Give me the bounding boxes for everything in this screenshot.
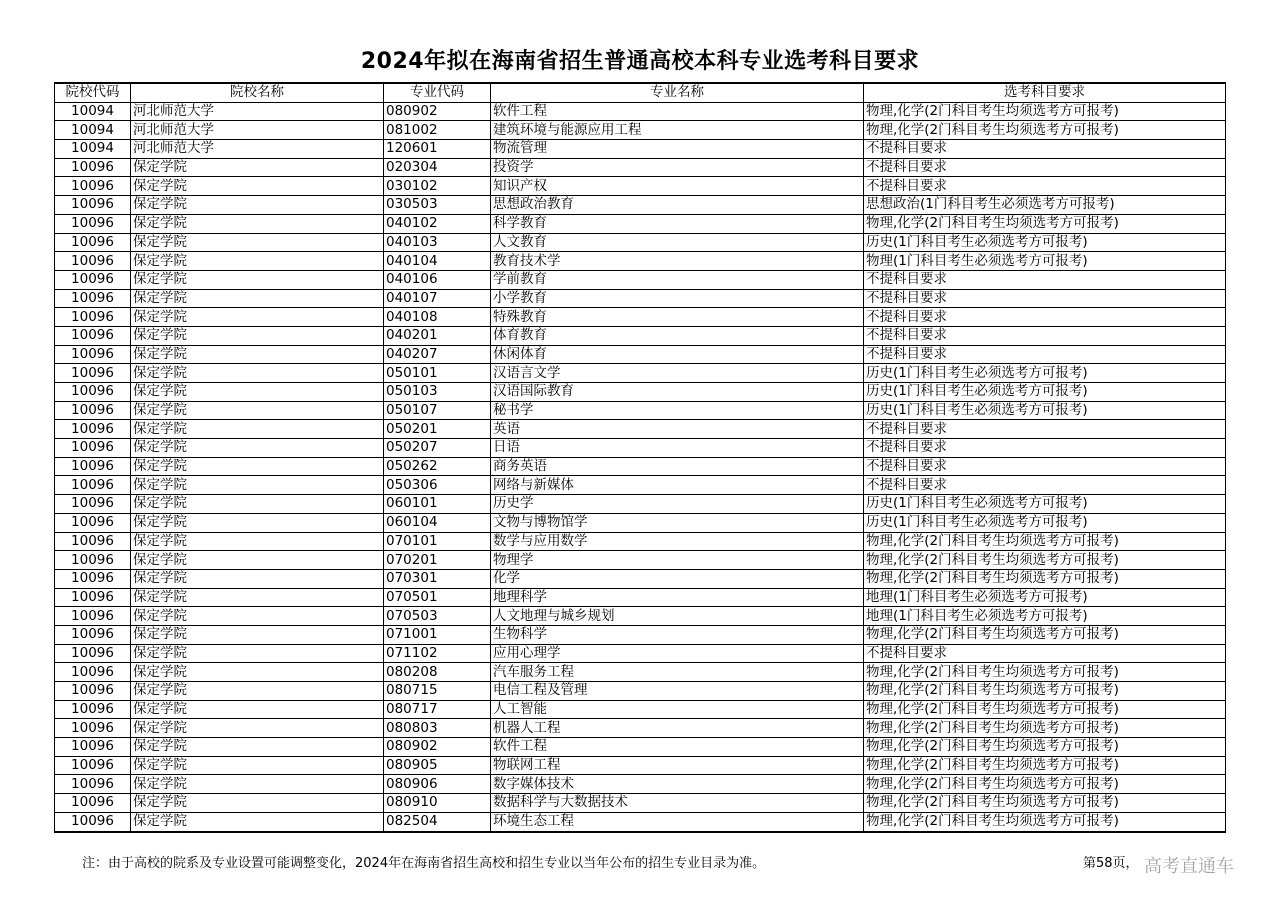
major-code-cell: 080717 — [384, 700, 491, 719]
school-code-cell: 10096 — [55, 420, 131, 439]
school-code-cell: 10096 — [55, 775, 131, 794]
school-name-cell: 保定学院 — [131, 719, 384, 738]
table-row — [55, 270, 1226, 289]
major-code-cell: 071001 — [384, 625, 491, 644]
major-code-cell: 040103 — [384, 233, 491, 252]
school-code-cell: 10096 — [55, 625, 131, 644]
school-name-cell: 保定学院 — [131, 513, 384, 532]
school-name-cell: 保定学院 — [131, 439, 384, 458]
major-name-cell: 小学教育 — [491, 289, 864, 308]
school-code-cell: 10096 — [55, 700, 131, 719]
school-name-cell: 保定学院 — [131, 252, 384, 271]
major-name-cell: 科学教育 — [491, 214, 864, 233]
table-row — [55, 233, 1226, 252]
subject-requirement-cell: 不提科目要求 — [864, 345, 1226, 364]
major-code-cell: 040201 — [384, 326, 491, 345]
table-row — [55, 588, 1226, 607]
table-body — [55, 102, 1226, 831]
table-row — [55, 326, 1226, 345]
subject-requirement-cell: 物理,化学(2门科目考生均须选考方可报考) — [864, 532, 1226, 551]
major-code-cell: 050306 — [384, 476, 491, 495]
major-code-cell: 071102 — [384, 644, 491, 663]
school-code-cell: 10096 — [55, 644, 131, 663]
table-row — [55, 812, 1226, 831]
school-name-cell: 保定学院 — [131, 457, 384, 476]
school-name-cell: 保定学院 — [131, 569, 384, 588]
header-major-code: 专业代码 — [384, 83, 491, 102]
table-row — [55, 140, 1226, 159]
major-name-cell: 汽车服务工程 — [491, 663, 864, 682]
table-row — [55, 495, 1226, 514]
school-name-cell: 保定学院 — [131, 196, 384, 215]
subject-requirement-cell: 物理,化学(2门科目考生均须选考方可报考) — [864, 102, 1226, 121]
table-header-row — [55, 83, 1226, 102]
school-code-cell: 10094 — [55, 140, 131, 159]
subject-requirement-cell: 不提科目要求 — [864, 476, 1226, 495]
major-name-cell: 地理科学 — [491, 588, 864, 607]
footer-note: 注：由于高校的院系及专业设置可能调整变化，2024年在海南省招生高校和招生专业以当年公布的招生专业目录为准。 — [82, 856, 766, 871]
school-code-cell: 10096 — [55, 177, 131, 196]
table-row — [55, 289, 1226, 308]
school-code-cell: 10096 — [55, 476, 131, 495]
major-code-cell: 060101 — [384, 495, 491, 514]
table-row — [55, 364, 1226, 383]
major-code-cell: 070503 — [384, 607, 491, 626]
school-name-cell: 保定学院 — [131, 214, 384, 233]
table-row — [55, 569, 1226, 588]
header-school-code: 院校代码 — [55, 83, 131, 102]
table-row — [55, 158, 1226, 177]
school-name-cell: 保定学院 — [131, 364, 384, 383]
school-name-cell: 河北师范大学 — [131, 102, 384, 121]
major-name-cell: 机器人工程 — [491, 719, 864, 738]
school-name-cell: 保定学院 — [131, 532, 384, 551]
subject-requirement-cell: 物理,化学(2门科目考生均须选考方可报考) — [864, 625, 1226, 644]
school-code-cell: 10096 — [55, 308, 131, 327]
table-row — [55, 420, 1226, 439]
school-code-cell: 10096 — [55, 588, 131, 607]
school-code-cell: 10096 — [55, 513, 131, 532]
subject-requirement-cell: 物理,化学(2门科目考生均须选考方可报考) — [864, 551, 1226, 570]
school-name-cell: 保定学院 — [131, 644, 384, 663]
table-row — [55, 252, 1226, 271]
major-name-cell: 历史学 — [491, 495, 864, 514]
subject-requirement-cell: 物理,化学(2门科目考生均须选考方可报考) — [864, 738, 1226, 757]
major-name-cell: 环境生态工程 — [491, 812, 864, 831]
watermark: 高考直通车 — [1144, 856, 1234, 877]
table-row — [55, 196, 1226, 215]
school-code-cell: 10096 — [55, 719, 131, 738]
major-code-cell: 030503 — [384, 196, 491, 215]
major-name-cell: 文物与博物馆学 — [491, 513, 864, 532]
major-code-cell: 040106 — [384, 270, 491, 289]
major-name-cell: 思想政治教育 — [491, 196, 864, 215]
subject-requirement-cell: 物理,化学(2门科目考生均须选考方可报考) — [864, 569, 1226, 588]
major-name-cell: 物流管理 — [491, 140, 864, 159]
subject-requirement-cell: 地理(1门科目考生必须选考方可报考) — [864, 588, 1226, 607]
school-code-cell: 10096 — [55, 682, 131, 701]
header-subject-requirement: 选考科目要求 — [864, 83, 1226, 102]
table-row — [55, 700, 1226, 719]
table-row — [55, 551, 1226, 570]
subject-requirement-cell: 历史(1门科目考生必须选考方可报考) — [864, 364, 1226, 383]
major-code-cell: 040108 — [384, 308, 491, 327]
major-name-cell: 休闲体育 — [491, 345, 864, 364]
major-name-cell: 人文教育 — [491, 233, 864, 252]
major-name-cell: 人工智能 — [491, 700, 864, 719]
table-row — [55, 102, 1226, 121]
school-name-cell: 保定学院 — [131, 812, 384, 831]
school-name-cell: 保定学院 — [131, 233, 384, 252]
school-code-cell: 10096 — [55, 364, 131, 383]
major-name-cell: 电信工程及管理 — [491, 682, 864, 701]
major-code-cell: 070201 — [384, 551, 491, 570]
major-code-cell: 080715 — [384, 682, 491, 701]
table-row — [55, 177, 1226, 196]
major-name-cell: 软件工程 — [491, 738, 864, 757]
major-name-cell: 化学 — [491, 569, 864, 588]
major-name-cell: 数字媒体技术 — [491, 775, 864, 794]
table-row — [55, 756, 1226, 775]
school-code-cell: 10096 — [55, 439, 131, 458]
major-name-cell: 建筑环境与能源应用工程 — [491, 121, 864, 140]
major-code-cell: 020304 — [384, 158, 491, 177]
school-code-cell: 10094 — [55, 102, 131, 121]
major-code-cell: 080208 — [384, 663, 491, 682]
table-row — [55, 794, 1226, 813]
subject-requirement-cell: 不提科目要求 — [864, 177, 1226, 196]
table-row — [55, 457, 1226, 476]
school-name-cell: 保定学院 — [131, 345, 384, 364]
subject-requirement-cell: 物理,化学(2门科目考生均须选考方可报考) — [864, 812, 1226, 831]
major-code-cell: 050207 — [384, 439, 491, 458]
major-code-cell: 080906 — [384, 775, 491, 794]
school-code-cell: 10096 — [55, 345, 131, 364]
school-code-cell: 10096 — [55, 270, 131, 289]
school-code-cell: 10096 — [55, 233, 131, 252]
school-name-cell: 保定学院 — [131, 308, 384, 327]
school-name-cell: 保定学院 — [131, 738, 384, 757]
major-name-cell: 商务英语 — [491, 457, 864, 476]
school-code-cell: 10096 — [55, 607, 131, 626]
school-code-cell: 10096 — [55, 532, 131, 551]
school-code-cell: 10096 — [55, 457, 131, 476]
school-name-cell: 保定学院 — [131, 383, 384, 402]
major-name-cell: 网络与新媒体 — [491, 476, 864, 495]
school-code-cell: 10096 — [55, 158, 131, 177]
subject-requirement-cell: 地理(1门科目考生必须选考方可报考) — [864, 607, 1226, 626]
major-code-cell: 060104 — [384, 513, 491, 532]
major-code-cell: 050201 — [384, 420, 491, 439]
subject-requirement-cell: 物理,化学(2门科目考生均须选考方可报考) — [864, 214, 1226, 233]
major-code-cell: 120601 — [384, 140, 491, 159]
table-row — [55, 738, 1226, 757]
subject-requirement-cell: 不提科目要求 — [864, 140, 1226, 159]
subject-requirement-cell: 不提科目要求 — [864, 308, 1226, 327]
major-code-cell: 050107 — [384, 401, 491, 420]
school-code-cell: 10096 — [55, 289, 131, 308]
major-code-cell: 040107 — [384, 289, 491, 308]
subject-requirement-cell: 不提科目要求 — [864, 420, 1226, 439]
subject-requirement-cell: 不提科目要求 — [864, 439, 1226, 458]
table-row — [55, 663, 1226, 682]
school-code-cell: 10096 — [55, 383, 131, 402]
major-name-cell: 生物科学 — [491, 625, 864, 644]
table-row — [55, 625, 1226, 644]
subject-requirement-cell: 不提科目要求 — [864, 158, 1226, 177]
subject-requirement-cell: 不提科目要求 — [864, 270, 1226, 289]
subject-requirement-cell: 物理,化学(2门科目考生均须选考方可报考) — [864, 700, 1226, 719]
school-code-cell: 10096 — [55, 812, 131, 831]
subject-requirement-cell: 物理(1门科目考生必须选考方可报考) — [864, 252, 1226, 271]
school-name-cell: 保定学院 — [131, 625, 384, 644]
school-name-cell: 保定学院 — [131, 401, 384, 420]
school-code-cell: 10096 — [55, 196, 131, 215]
major-code-cell: 081002 — [384, 121, 491, 140]
major-code-cell: 050262 — [384, 457, 491, 476]
major-name-cell: 应用心理学 — [491, 644, 864, 663]
major-name-cell: 数学与应用数学 — [491, 532, 864, 551]
major-name-cell: 汉语言文学 — [491, 364, 864, 383]
school-code-cell: 10096 — [55, 495, 131, 514]
subject-requirement-cell: 历史(1门科目考生必须选考方可报考) — [864, 495, 1226, 514]
page-number: 第58页， — [1083, 856, 1139, 871]
table-row — [55, 513, 1226, 532]
table-row — [55, 214, 1226, 233]
table-row — [55, 719, 1226, 738]
school-name-cell: 保定学院 — [131, 158, 384, 177]
subject-requirement-cell: 物理,化学(2门科目考生均须选考方可报考) — [864, 663, 1226, 682]
table-row — [55, 532, 1226, 551]
major-code-cell: 030102 — [384, 177, 491, 196]
subject-requirement-cell: 历史(1门科目考生必须选考方可报考) — [864, 233, 1226, 252]
school-code-cell: 10096 — [55, 794, 131, 813]
major-name-cell: 秘书学 — [491, 401, 864, 420]
major-code-cell: 070501 — [384, 588, 491, 607]
table-row — [55, 775, 1226, 794]
subject-requirement-cell: 思想政治(1门科目考生必须选考方可报考) — [864, 196, 1226, 215]
school-name-cell: 保定学院 — [131, 420, 384, 439]
major-name-cell: 汉语国际教育 — [491, 383, 864, 402]
subject-requirement-cell: 物理,化学(2门科目考生均须选考方可报考) — [864, 794, 1226, 813]
major-name-cell: 英语 — [491, 420, 864, 439]
school-code-cell: 10096 — [55, 252, 131, 271]
major-name-cell: 投资学 — [491, 158, 864, 177]
header-major-name: 专业名称 — [491, 83, 864, 102]
school-name-cell: 保定学院 — [131, 177, 384, 196]
subject-requirement-cell: 物理,化学(2门科目考生均须选考方可报考) — [864, 682, 1226, 701]
school-name-cell: 保定学院 — [131, 682, 384, 701]
table-row — [55, 121, 1226, 140]
major-name-cell: 特殊教育 — [491, 308, 864, 327]
table-row — [55, 345, 1226, 364]
table-row — [55, 682, 1226, 701]
school-name-cell: 保定学院 — [131, 756, 384, 775]
table-row — [55, 308, 1226, 327]
major-code-cell: 082504 — [384, 812, 491, 831]
school-name-cell: 保定学院 — [131, 663, 384, 682]
major-code-cell: 070301 — [384, 569, 491, 588]
school-name-cell: 保定学院 — [131, 270, 384, 289]
subject-requirement-cell: 不提科目要求 — [864, 289, 1226, 308]
subject-requirement-cell: 不提科目要求 — [864, 457, 1226, 476]
school-name-cell: 保定学院 — [131, 289, 384, 308]
major-name-cell: 教育技术学 — [491, 252, 864, 271]
major-code-cell: 080902 — [384, 738, 491, 757]
major-name-cell: 知识产权 — [491, 177, 864, 196]
school-name-cell: 保定学院 — [131, 476, 384, 495]
major-code-cell: 040104 — [384, 252, 491, 271]
major-name-cell: 物理学 — [491, 551, 864, 570]
major-name-cell: 学前教育 — [491, 270, 864, 289]
subject-requirement-cell: 历史(1门科目考生必须选考方可报考) — [864, 383, 1226, 402]
school-code-cell: 10096 — [55, 756, 131, 775]
major-code-cell: 040207 — [384, 345, 491, 364]
major-name-cell: 日语 — [491, 439, 864, 458]
school-code-cell: 10096 — [55, 214, 131, 233]
major-code-cell: 080910 — [384, 794, 491, 813]
school-name-cell: 保定学院 — [131, 588, 384, 607]
requirements-table — [54, 82, 1226, 833]
school-name-cell: 保定学院 — [131, 607, 384, 626]
table-row — [55, 383, 1226, 402]
header-school-name: 院校名称 — [131, 83, 384, 102]
school-name-cell: 保定学院 — [131, 551, 384, 570]
page-title: 2024年拟在海南省招生普通高校本科专业选考科目要求 — [360, 49, 920, 74]
major-code-cell: 050103 — [384, 383, 491, 402]
subject-requirement-cell: 物理,化学(2门科目考生均须选考方可报考) — [864, 756, 1226, 775]
school-name-cell: 保定学院 — [131, 495, 384, 514]
major-code-cell: 050101 — [384, 364, 491, 383]
subject-requirement-cell: 不提科目要求 — [864, 644, 1226, 663]
major-code-cell: 080902 — [384, 102, 491, 121]
major-name-cell: 人文地理与城乡规划 — [491, 607, 864, 626]
major-name-cell: 软件工程 — [491, 102, 864, 121]
subject-requirement-cell: 不提科目要求 — [864, 326, 1226, 345]
major-name-cell: 数据科学与大数据技术 — [491, 794, 864, 813]
table-row — [55, 401, 1226, 420]
school-name-cell: 保定学院 — [131, 326, 384, 345]
subject-requirement-cell: 物理,化学(2门科目考生均须选考方可报考) — [864, 121, 1226, 140]
school-name-cell: 保定学院 — [131, 700, 384, 719]
school-code-cell: 10096 — [55, 326, 131, 345]
school-name-cell: 河北师范大学 — [131, 121, 384, 140]
subject-requirement-cell: 历史(1门科目考生必须选考方可报考) — [864, 513, 1226, 532]
subject-requirement-cell: 物理,化学(2门科目考生均须选考方可报考) — [864, 719, 1226, 738]
major-code-cell: 080905 — [384, 756, 491, 775]
school-code-cell: 10096 — [55, 738, 131, 757]
major-name-cell: 体育教育 — [491, 326, 864, 345]
school-code-cell: 10096 — [55, 551, 131, 570]
major-code-cell: 080803 — [384, 719, 491, 738]
school-name-cell: 河北师范大学 — [131, 140, 384, 159]
school-name-cell: 保定学院 — [131, 794, 384, 813]
major-code-cell: 070101 — [384, 532, 491, 551]
table-row — [55, 607, 1226, 626]
major-code-cell: 040102 — [384, 214, 491, 233]
school-code-cell: 10096 — [55, 401, 131, 420]
subject-requirement-cell: 历史(1门科目考生必须选考方可报考) — [864, 401, 1226, 420]
major-name-cell: 物联网工程 — [491, 756, 864, 775]
school-code-cell: 10096 — [55, 663, 131, 682]
table-row — [55, 644, 1226, 663]
school-code-cell: 10096 — [55, 569, 131, 588]
subject-requirement-cell: 物理,化学(2门科目考生均须选考方可报考) — [864, 775, 1226, 794]
school-name-cell: 保定学院 — [131, 775, 384, 794]
table-row — [55, 476, 1226, 495]
school-code-cell: 10094 — [55, 121, 131, 140]
table-row — [55, 439, 1226, 458]
